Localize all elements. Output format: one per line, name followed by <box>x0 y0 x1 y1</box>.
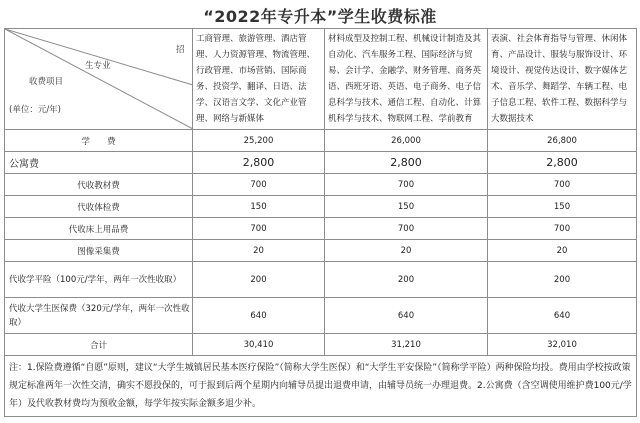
row-value: 30,410 <box>193 334 325 356</box>
major-group-3: 表演、社会体育指导与管理、休闲体育、产品设计、服装与服饰设计、环境设计、视觉传达设计、数字媒体艺术、音乐学、舞蹈学、车辆工程、电子信息工程、软件工程、数据科学与大数据技术 <box>488 29 637 130</box>
row-value: 25,200 <box>193 130 325 152</box>
row-value: 700 <box>193 174 325 196</box>
row-value: 700 <box>488 218 637 240</box>
row-value: 2,800 <box>193 152 325 174</box>
row-value: 640 <box>488 298 637 334</box>
row-label-total: 合计 <box>5 334 193 356</box>
note-row <box>5 356 637 417</box>
major-group-1: 工商管理、旅游管理、酒店管理、人力资源管理、物流管理、行政管理、市场营销、国际商务、投资学、翻译、日语、法学、汉语言文学、文化产业管理、网络与新媒体 <box>193 29 325 130</box>
row-value: 700 <box>325 174 488 196</box>
row-value: 640 <box>325 298 488 334</box>
row-value: 32,010 <box>488 334 637 356</box>
row-label-bedding: 代收床上用品费 <box>5 218 193 240</box>
corner-major-label: 生专业 <box>85 61 111 71</box>
row-label-photo: 图像采集费 <box>5 240 193 262</box>
row-label-textbook: 代收教材费 <box>5 174 193 196</box>
row-value: 31,210 <box>325 334 488 356</box>
table-row <box>5 174 637 196</box>
footnote: 注：1.保险费遵循“自愿”原则，建议“大学生城镇居民基本医疗保险”（简称大学生医保）和“大学生平安保险”（简称学平险）两种保险均投。费用由学校按政策规定标准两年一次性交清，确实不愿投保的，可于报到后两个星期内向辅导员提出退费申请，由辅导员统一办理退费。2.公寓费（含空调使用维护费100元/学年）及代收教材费均为预收金额，每学年按实际金额多退少补。 <box>5 356 637 417</box>
table-row <box>5 334 637 356</box>
row-value: 2,800 <box>325 152 488 174</box>
table-row <box>5 130 637 152</box>
table-row <box>5 262 637 298</box>
row-value: 700 <box>325 218 488 240</box>
corner-item-label: 收费项目 <box>29 77 64 87</box>
fee-table <box>4 28 637 417</box>
table-row <box>5 218 637 240</box>
row-value: 2,800 <box>488 152 637 174</box>
table-row <box>5 152 637 174</box>
corner-unit-label: (单位：元/年) <box>9 105 61 115</box>
row-value: 200 <box>325 262 488 298</box>
header-row <box>5 29 637 130</box>
row-value: 26,800 <box>488 130 637 152</box>
row-value: 20 <box>193 240 325 262</box>
page-title: “2022年专升本”学生收费标准 <box>203 7 437 26</box>
major-group-2: 材料成型及控制工程、机械设计制造及其自动化、汽车服务工程、国际经济与贸易、会计学、金融学、财务管理、商务英语、西班牙语、英语、电子商务、电子信息科学与技术、通信工程、自动化、计算机科学与技术、物联网工程、学前教育 <box>325 29 488 130</box>
header-corner-cell <box>5 29 193 130</box>
row-value: 20 <box>488 240 637 262</box>
row-value: 640 <box>193 298 325 334</box>
row-label-medical-insurance: 代收大学生医保费（320元/学年，两年一次性收取） <box>5 298 193 334</box>
corner-diagonal <box>5 29 192 129</box>
row-label-physical: 代收体检费 <box>5 196 193 218</box>
table-row <box>5 196 637 218</box>
row-value: 150 <box>193 196 325 218</box>
row-value: 150 <box>325 196 488 218</box>
row-value: 200 <box>488 262 637 298</box>
table-row <box>5 298 637 334</box>
row-value: 26,000 <box>325 130 488 152</box>
row-label-dorm: 公寓费 <box>5 152 193 174</box>
row-value: 20 <box>325 240 488 262</box>
row-value: 700 <box>488 174 637 196</box>
table-row <box>5 240 637 262</box>
row-value: 700 <box>193 218 325 240</box>
row-label-accident-insurance: 代收学平险（100元/学年，两年一次性收取） <box>5 262 193 298</box>
row-value: 200 <box>193 262 325 298</box>
row-label-tuition: 学 费 <box>5 130 193 152</box>
row-value: 150 <box>488 196 637 218</box>
corner-top-label: 招 <box>176 45 185 55</box>
